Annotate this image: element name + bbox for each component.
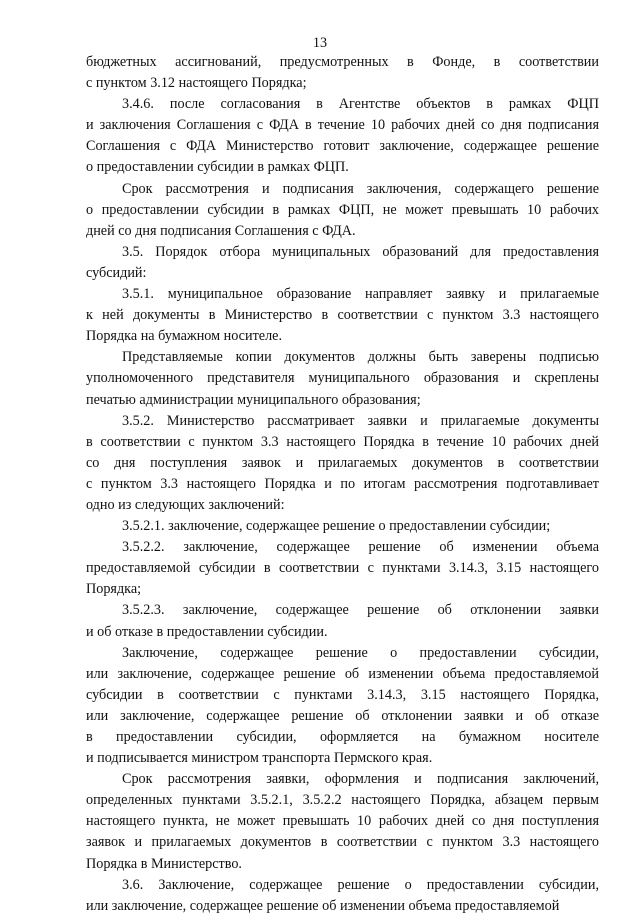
text-line: Представляемые копии документов должны быть заверены подписью (122, 349, 599, 366)
text-line: в предоставлении субсидии, оформляется на бумажном носителе (86, 729, 599, 745)
text-line: 3.5.2.1. заключение, содержащее решение о предоставлении субсидии; (122, 518, 551, 535)
text-line: определенных пунктами 3.5.2.1, 3.5.2.2 настоящего Порядка, абзацем первым (86, 792, 599, 809)
text-line: дней со дня подписания Соглашения с ФДА. (86, 222, 356, 239)
document-body (86, 52, 599, 917)
text-line: о предоставлении субсидии в рамках ФЦП. (86, 159, 349, 176)
text-line: печатью администрации муниципального образования; (86, 391, 421, 408)
text-line: или заключение, содержащее решение об изменении объема предоставляемой (86, 665, 599, 682)
text-line: субсидии в соответствии с пунктами 3.14.3, 3.15 настоящего Порядка, (86, 686, 599, 703)
paragraph (86, 347, 599, 410)
text-line: в соответствии с пунктом 3.3 настоящего Порядка в течение 10 рабочих дней (86, 433, 599, 450)
text-line: с пунктом 3.12 настоящего Порядка; (86, 75, 307, 92)
paragraph (86, 600, 599, 642)
text-line: 3.6. Заключение, содержащее решение о предоставлении субсидии, (122, 876, 599, 893)
text-line: и заключения Соглашения с ФДА в течение 10 рабочих дней со дня подписания (86, 117, 599, 134)
text-line: Порядка; (86, 581, 142, 598)
text-line: Порядка на бумажном носителе. (86, 328, 282, 345)
text-line: Срок рассмотрения и подписания заключения, содержащего решение (122, 180, 599, 197)
text-line: и подписывается министром транспорта Пермского края. (86, 750, 433, 767)
text-line: 3.5.1. муниципальное образование направляет заявку и прилагаемые (122, 286, 599, 303)
paragraph (86, 179, 599, 242)
text-line: Соглашения с ФДА Министерство готовит заключение, содержащее решение (86, 138, 599, 155)
text-line: или заключение, содержащее решение об отклонении заявки и об отказе (86, 707, 599, 724)
text-line: субсидий: (86, 264, 147, 281)
paragraph (86, 769, 599, 874)
text-line: Срок рассмотрения заявки, оформления и подписания заключений, (122, 771, 599, 788)
text-line: 3.5.2. Министерство рассматривает заявки и прилагаемые документы (122, 412, 599, 429)
text-line: настоящего пункта, не может превышать 10 рабочих дней со дня поступления (86, 813, 599, 830)
paragraph (86, 516, 599, 537)
text-line: предоставляемой субсидии в соответствии с пунктами 3.14.3, 3.15 настоящего (86, 560, 599, 577)
text-line: заявок и прилагаемых документов в соответствии с пунктом 3.3 настоящего (86, 834, 599, 851)
paragraph (86, 94, 599, 178)
paragraph (86, 643, 599, 770)
text-line: к ней документы в Министерство в соответствии с пунктом 3.3 настоящего (86, 307, 599, 324)
text-line: 3.5. Порядок отбора муниципальных образований для предоставления (122, 243, 599, 260)
text-line: бюджетных ассигнований, предусмотренных в Фонде, в соответствии (86, 54, 599, 70)
text-line: 3.5.2.2. заключение, содержащее решение об изменении объема (122, 539, 599, 556)
paragraph (86, 52, 599, 94)
paragraph (86, 242, 599, 284)
text-line: 3.4.6. после согласования в Агентстве объектов в рамках ФЦП (122, 96, 599, 113)
paragraph (86, 537, 599, 600)
page-number: 13 (312, 35, 328, 51)
text-line: и об отказе в предоставлении субсидии. (86, 623, 328, 640)
text-line: Порядка в Министерство. (86, 855, 242, 872)
text-line: уполномоченного представителя муниципального образования и скреплены (86, 370, 599, 387)
text-line: или заключение, содержащее решение об изменении объема предоставляемой (86, 897, 560, 914)
text-line: одно из следующих заключений: (86, 496, 285, 513)
text-line: Заключение, содержащее решение о предоставлении субсидии, (122, 644, 599, 661)
text-line: со дня поступления заявок и прилагаемых документов в соответствии (86, 454, 599, 471)
text-line: 3.5.2.3. заключение, содержащее решение об отклонении заявки (122, 602, 599, 619)
paragraph (86, 284, 599, 347)
paragraph (86, 875, 599, 917)
text-line: с пунктом 3.3 настоящего Порядка и по итогам рассмотрения подготавливает (86, 475, 599, 492)
text-line: о предоставлении субсидии в рамках ФЦП, не может превышать 10 рабочих (86, 201, 599, 218)
paragraph (86, 411, 599, 516)
